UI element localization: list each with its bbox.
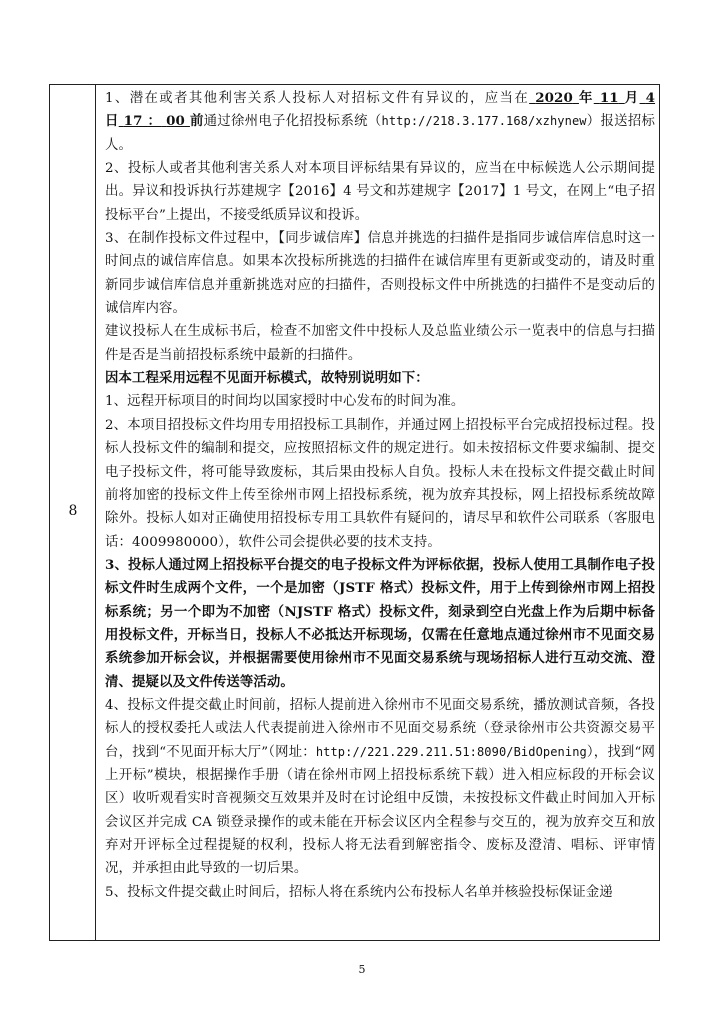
- paragraph-time-standard: 1、远程开标项目的时间均以国家授时中心发布的时间为准。: [105, 394, 465, 410]
- paragraph-online-opening: [105, 694, 655, 881]
- online-opening-text: 4、投标文件提交截止时间前，招标人提前进入徐州市不见面交易系统，播放测试音频，各投标人的授权委托人或法人代表提前进入徐州市不见面交易系统（登录徐州市公共资源交易平台，找到“不见面开标大厅”（网址：: [105, 697, 655, 760]
- row-number-cell: [50, 85, 96, 940]
- content-cell: [105, 87, 655, 904]
- paragraph-objection-deadline: [105, 87, 655, 157]
- row-number: 8: [68, 503, 78, 519]
- deadline-day: 4: [645, 90, 656, 106]
- submit-text: ）报送招标人。: [105, 114, 656, 153]
- year-unit: 年: [578, 90, 594, 106]
- paragraph-suggestion: 建议投标人在生成标书后，检查不加密文件中投标人及总监业绩公示一览表中的信息与扫描件是否是当前招投标系统中最新的扫描件。: [105, 324, 655, 363]
- month-unit: 月: [624, 90, 640, 106]
- paragraph-result-objection: 2、投标人或者其他利害关系人对本项目评标结果有异议的，应当在中标候选人公示期间提出。异议和投诉执行苏建规字【2016】4 号文和苏建规字【2017】1 号文，在网上“电子招投标平台”上提出，不接受纸质异议和投诉。: [105, 161, 655, 223]
- before-label: 前: [189, 113, 204, 130]
- page-number: 5: [358, 963, 366, 976]
- paragraph-remote-heading: 因本工程采用远程不见面开标模式，故特别说明如下：: [105, 370, 429, 387]
- system-url: http://218.3.177.168/xzhynew: [381, 114, 587, 129]
- objection-text: 1、潜在或者其他利害关系人投标人对招标文件有异议的，应当在: [105, 91, 530, 106]
- paragraph-after-deadline: 5、投标文件提交截止时间后，招标人将在系统内公布投标人名单并核验投标保证金递: [105, 884, 613, 900]
- day-unit: 日: [105, 113, 119, 130]
- deadline-year: 2020: [535, 90, 573, 106]
- online-opening-text-cont: ），找到“网上开标”模块，根据操作手册（请在徐州市网上招投标系统下载）进入相应标段的开标会议区）收听观看实时音视频交互效果并及时在讨论组中反馈，未按投标文件截止时间加入开标会议区并完成 CA 锁登录操作的或未能在开标会议区内全程参与交互的，视为放弃交互和放弃对开评标全过程提疑的权利，投标人将无法看到解密指令、废标及澄清、唱标、评审情况，并承担由此导致的一切后果。: [105, 744, 655, 877]
- bid-opening-url: http://221.229.211.51:8090/BidOpening: [315, 744, 587, 759]
- paragraph-tool-usage: 2、本项目招投标文件均用专用招投标工具制作，并通过网上招投标平台完成招投标过程。投标人投标文件的编制和提交，应按照招标文件的规定进行。如未按招标文件要求编制、提交电子投标文件，将可能导致废标，其后果由投标人自负。投标人未在投标文件提交截止时间前将加密的投标文件上传至徐州市网上招投标系统，视为放弃其投标，网上招投标系统故障除外。投标人如对正确使用招投标专用工具软件有疑问的，请尽早和软件公司联系（客服电话：4009980000），软件公司会提供必要的技术支持。: [105, 417, 655, 550]
- deadline-month: 11: [599, 90, 619, 106]
- paragraph-bid-files: 3、投标人通过网上招投标平台提交的电子投标文件为评标依据，投标人使用工具制作电子投标文件时生成两个文件，一个是加密（JSTF 格式）投标文件，用于上传到徐州市网上招投标系统；另一个即为不加密（NJSTF 格式）投标文件，刻录到空白光盘上作为后期中标备用投标文件，开标当日，投标人不必抵达开标现场，仅需在任意地点通过徐州市不见面交易系统参加开标会议，并根据需要使用徐州市不见面交易系统与现场招标人进行互动交流、澄清、提疑以及文件传送等活动。: [105, 556, 655, 690]
- requirements-table: [49, 84, 660, 941]
- system-text: 通过徐州电子化招投标系统（: [203, 114, 382, 130]
- paragraph-credit-sync: 3、在制作投标文件过程中，【同步诚信库】信息并挑选的扫描件是指同步诚信库信息时这一时间点的诚信库信息。如果本次投标所挑选的扫描件在诚信库里有更新或变动的，请及时重新同步诚信库信息并重新挑选对应的扫描件，否则投标文件中所挑选的扫描件不是变动后的诚信库内容。: [105, 231, 655, 317]
- deadline-hour: 17 ： 00: [123, 113, 185, 130]
